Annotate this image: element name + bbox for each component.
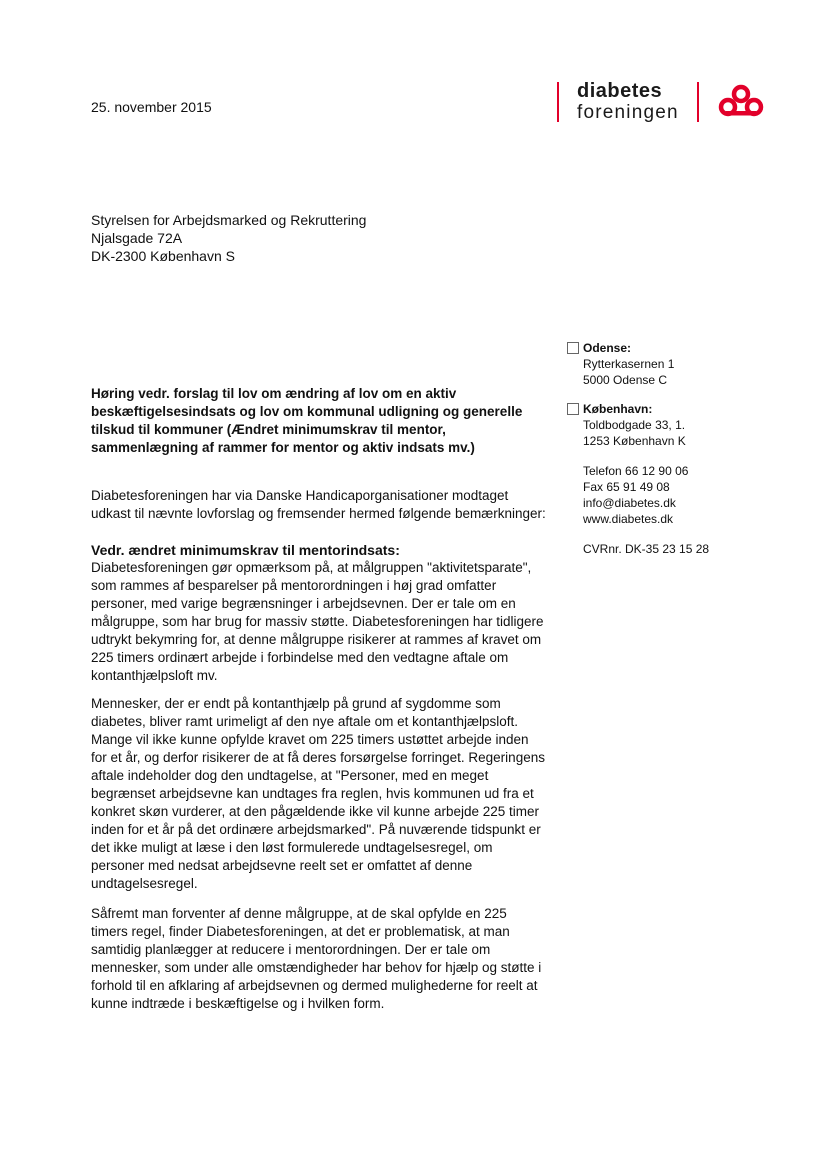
checkbox-icon xyxy=(567,403,579,415)
checkbox-icon xyxy=(567,342,579,354)
section-heading: Vedr. ændret minimumskrav til mentorindsats: xyxy=(91,542,400,558)
logo-wordmark xyxy=(577,80,679,124)
body-paragraph-3: Såfremt man forventer af denne målgruppe, at de skal opfylde en 225 timers regel, finder Diabetesforeningen, at det er problematisk, at man samtidig planlægger at reducere i mentorordningen. Der er tale om mennesker, som under alle omstændigheder har behov for hjælp og støtte i forhold til en afklaring af arbejdsevnen og dermed mulighederne for reelt at kunne indtræde i beskæftigelse og i hvilken form. xyxy=(91,906,542,1011)
recipient-line-1: Styrelsen for Arbejdsmarked og Rekruttering xyxy=(91,212,367,228)
sidebar-odense xyxy=(567,340,674,388)
logo-divider-right xyxy=(697,82,699,122)
website: www.diabetes.dk xyxy=(583,512,674,526)
odense-line-1: Rytterkasernen 1 xyxy=(583,357,675,371)
diabetes-logo-icon xyxy=(717,84,765,120)
kbh-line-2: 1253 København K xyxy=(583,434,686,448)
fax-number: Fax 65 91 49 08 xyxy=(583,480,670,494)
recipient-line-2: Njalsgade 72A xyxy=(91,230,183,246)
sidebar-kobenhavn xyxy=(567,401,686,449)
body-paragraph-1: Diabetesforeningen gør opmærksom på, at målgruppen "aktivitetsparate", som rammes af besparelser på mentorordningen i høj grad omfatter personer, med varige begrænsninger i arbejdsevnen. Der er tale om en målgruppe, som har brug for massiv støtte. Diabetesforeningen har tidligere udtrykt bekymring for, at denne målgruppe risikerer at rammes af kravet om 225 timers ordinært arbejde i forbindelse med den vedtagne aftale om kontanthjælpsloft mv. xyxy=(91,560,544,683)
logo-divider-left xyxy=(557,82,559,122)
body-paragraph-2: Mennesker, der er endt på kontanthjælp på grund af sygdomme som diabetes, bliver ramt urimeligt af den nye aftale om et kontanthjælpsloft. Mange vil ikke kunne opfylde kravet om 225 timers ustøttet arbejde inden for et år, og derfor risikerer de at få deres forsørgelse forringet. Regeringens aftale indeholder dog den undtagelse, at "Personer, med en meget begrænset arbejdsevne kan undtages fra reglen, hvis kommunen ud fra et konkret skøn vurderer, at den pågældende ikke vil kunne arbejde 225 timer inden for et år på det ordinære arbejdsmarked". På nuværende tidspunkt er det ikke muligt at læse i den løst formulerede undtagelsesregel, om personer med nedsat arbejdsevne reelt set er omfattet af denne undtagelsesregel. xyxy=(91,696,545,891)
recipient-address xyxy=(91,211,366,265)
kbh-line-1: Toldbodgade 33, 1. xyxy=(583,418,686,432)
phone-number: Telefon 66 12 90 06 xyxy=(583,464,689,478)
letter-subject: Høring vedr. forslag til lov om ændring af lov om en aktiv beskæftigelsesindsats og lov om kommunal udligning og generelle tilskud til kommuner (Ændret minimumskrav til mentor, sammenlægning af rammer for mentor og aktiv indsats mv.) xyxy=(91,386,523,455)
odense-line-2: 5000 Odense C xyxy=(583,373,668,387)
letter-date: 25. november 2015 xyxy=(91,99,212,115)
recipient-line-3: DK-2300 København S xyxy=(91,248,235,264)
intro-paragraph: Diabetesforeningen har via Danske Handicaporganisationer modtaget udkast til nævnte lovforslag og fremsender hermed følgende bemærkninger: xyxy=(91,488,546,521)
kbh-label: København: xyxy=(583,402,653,416)
sidebar-contact xyxy=(583,463,688,527)
cvr-number: CVRnr. DK-35 23 15 28 xyxy=(583,542,710,556)
email-address: info@diabetes.dk xyxy=(583,496,676,510)
odense-label: Odense: xyxy=(583,341,632,355)
logo-line-2: foreningen xyxy=(577,102,679,123)
logo-line-1: diabetes xyxy=(577,80,663,102)
